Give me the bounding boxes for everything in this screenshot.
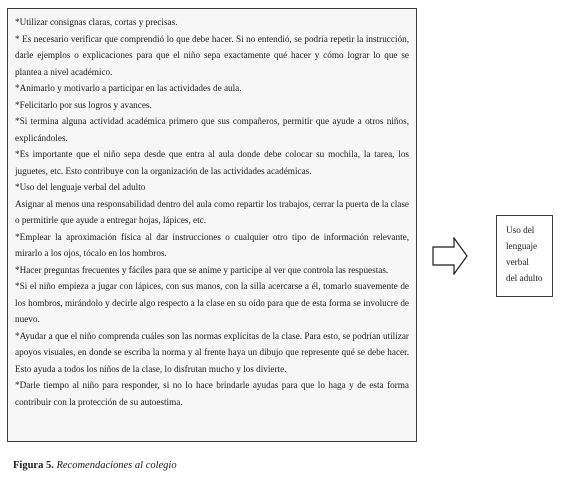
recommendation-item: *Uso del lenguaje verbal del adulto xyxy=(15,182,146,192)
recommendations-box xyxy=(7,8,417,442)
recommendation-item: *Animarlo y motivarlo a participar en las actividades de aula. xyxy=(15,83,242,93)
recommendation-item: * Es necesario verificar que comprendió lo que debe hacer. Si no entendió, se podría repetir la instrucción, darle ejemplos o explicaciones para que el niño sepa exactamente qué hacer y cómo lograr lo que se plantea a nivel académico. xyxy=(15,33,409,77)
figure-caption xyxy=(13,460,177,471)
recommendation-item: *Darle tiempo al niño para responder, si no lo hace brindarle ayudas para que lo haga y de esta forma contribuir con la protección de su autoestima. xyxy=(15,380,409,407)
recommendation-item: *Si termina alguna actividad académica primero que sus compañeros, permitir que ayude a otros niños, explicándoles. xyxy=(15,116,409,143)
side-box-line: Uso del xyxy=(506,225,535,235)
figure-label: Figura 5. xyxy=(13,460,54,471)
side-box-line: del adulto xyxy=(506,273,543,283)
recommendation-item: *Emplear la aproximación física al dar instrucciones o cualquier otro tipo de información relevante, mirarlo a los ojos, tócalo en los hombros. xyxy=(15,231,409,258)
recommendation-item: *Hacer preguntas frecuentes y fáciles para que se anime y participe al ver que controla las respuestas. xyxy=(15,264,389,275)
recommendation-item: *Ayudar a que el niño comprenda cuáles son las normas explícitas de la clase. Para esto, se podrían utilizar apoyos visuales, en donde se escriba la norma y al frente haya un dibujo que represente qué se debe hacer. Esto ayuda a todos los niños de la clase, lo disfrutan mucho y los divierte. xyxy=(15,330,409,374)
recommendation-item: *Es importante que el niño sepa desde que entra al aula donde debe colocar su mochila, la tarea, los juguetes, etc. Esto contribuye con la organización de las actividades académicas. xyxy=(15,149,409,176)
side-box-line: lenguaje xyxy=(506,241,538,251)
right-arrow-icon xyxy=(432,237,468,275)
recommendation-item: *Si el niño empieza a jugar con lápices, con sus manos, con la silla acercarse a él, tomarlo suavemente de los hombros, mirándolo y decirle algo respecto a la clase en su oído para que de esta forma se involucre de nuevo. xyxy=(15,281,409,324)
side-box xyxy=(496,215,553,297)
recommendation-item: Asignar al menos una responsabilidad dentro del aula como repartir los trabajos, cerrar la puerta de la clase o permitirle que ayude a entregar hojas, lápices, etc. xyxy=(15,198,409,225)
side-box-line: verbal xyxy=(506,257,529,267)
figure-title: Recomendaciones al colegio xyxy=(56,460,177,471)
recommendation-item: *Utilizar consignas claras, cortas y precisas. xyxy=(15,17,178,27)
recommendation-item: *Felicitarlo por sus logros y avances. xyxy=(15,99,152,110)
